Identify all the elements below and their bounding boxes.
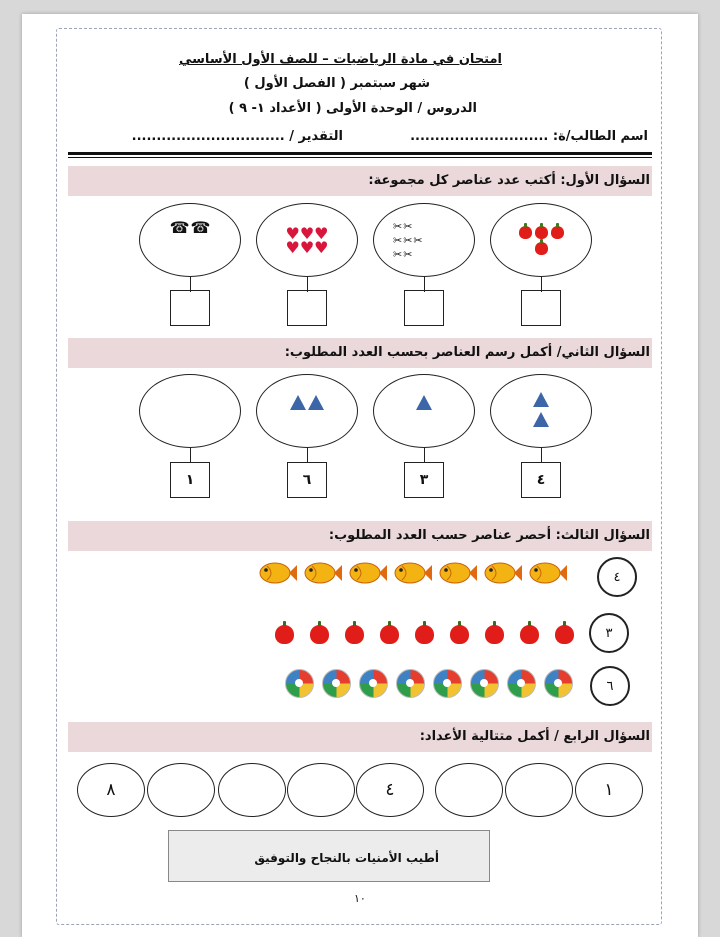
scissors-icon: ✂✂✂ bbox=[393, 233, 424, 247]
q2-number-box bbox=[404, 462, 444, 498]
fish-icon bbox=[484, 560, 522, 586]
exam-month: شهر سبتمبر ( الفصل الأول ) bbox=[243, 76, 430, 91]
scissors-icon: ✂✂ bbox=[393, 247, 414, 261]
sequence-cell[interactable] bbox=[218, 763, 286, 817]
q1-answer-box[interactable] bbox=[170, 290, 210, 326]
scissors-icon-group bbox=[393, 213, 455, 267]
fish-icon bbox=[394, 560, 432, 586]
sequence-value: ٤ bbox=[385, 780, 395, 800]
sequence-cell[interactable] bbox=[575, 763, 643, 817]
apple-icon bbox=[450, 625, 469, 644]
beach-ball-icon bbox=[359, 669, 388, 698]
apple-icon bbox=[519, 226, 532, 239]
triangle-icon bbox=[290, 395, 306, 410]
triangle-icon bbox=[533, 392, 549, 407]
beach-ball-icon bbox=[507, 669, 536, 698]
apple-icon bbox=[555, 625, 574, 644]
apple-icon bbox=[380, 625, 399, 644]
q3-number: ٤ bbox=[613, 569, 621, 585]
beach-ball-icon bbox=[285, 669, 314, 698]
q3-title: السؤال الثالث: أحصر عناصر حسب العدد المطلوب: bbox=[328, 528, 650, 543]
apple-icon bbox=[535, 242, 548, 255]
beach-ball-icon bbox=[433, 669, 462, 698]
triangle-group bbox=[520, 380, 562, 438]
exam-unit: الدروس / الوحدة الأولى ( الأعداد ١- ٩ ) bbox=[228, 101, 477, 116]
fish-icon bbox=[259, 560, 297, 586]
triangle-icon bbox=[416, 395, 432, 410]
ball-row[interactable] bbox=[281, 669, 577, 698]
apple-icon bbox=[520, 625, 539, 644]
apple-icon bbox=[345, 625, 364, 644]
triangle-icon bbox=[533, 412, 549, 427]
q2-stem bbox=[307, 447, 308, 463]
sequence-cell[interactable] bbox=[435, 763, 503, 817]
heart-icon: ♥♥♥ bbox=[285, 237, 329, 257]
q2-number: ٣ bbox=[419, 472, 429, 488]
fish-icon bbox=[439, 560, 477, 586]
q1-answer-box[interactable] bbox=[521, 290, 561, 326]
beach-ball-icon bbox=[544, 669, 573, 698]
q3-number: ٣ bbox=[605, 625, 613, 641]
triangle-group bbox=[283, 382, 331, 422]
q2-number-box bbox=[521, 462, 561, 498]
apple-icon bbox=[535, 226, 548, 239]
sequence-value: ٨ bbox=[106, 780, 116, 800]
q1-title: السؤال الأول: أكتب عدد عناصر كل مجموعة: bbox=[368, 173, 650, 188]
header-divider-thin bbox=[68, 157, 652, 158]
q2-oval[interactable] bbox=[139, 374, 241, 448]
footer-wish: أطيب الأمنيات بالنجاح والتوفيق bbox=[254, 851, 439, 865]
apple-icon bbox=[415, 625, 434, 644]
scissors-icon: ✂✂ bbox=[393, 219, 414, 233]
q4-title: السؤال الرابع / أكمل متتالية الأعداد: bbox=[419, 729, 650, 744]
triangle-icon bbox=[308, 395, 324, 410]
page-number: ١٠ bbox=[354, 892, 366, 905]
apple-icon bbox=[485, 625, 504, 644]
sequence-cell[interactable] bbox=[77, 763, 145, 817]
q2-number-box bbox=[287, 462, 327, 498]
q2-number: ١ bbox=[185, 472, 195, 488]
q1-answer-box[interactable] bbox=[404, 290, 444, 326]
apple-row[interactable] bbox=[267, 625, 582, 644]
heart-icon: ♥♥♥ bbox=[285, 223, 329, 243]
sequence-cell[interactable] bbox=[147, 763, 215, 817]
q3-target-number bbox=[590, 666, 630, 706]
q2-stem bbox=[541, 447, 542, 463]
footer-banner bbox=[168, 830, 490, 882]
apple-icon bbox=[310, 625, 329, 644]
triangle-group bbox=[403, 382, 445, 422]
apple-icon-group bbox=[510, 213, 572, 267]
fish-icon bbox=[529, 560, 567, 586]
fish-icon bbox=[304, 560, 342, 586]
q3-target-number bbox=[589, 613, 629, 653]
fish-icon bbox=[349, 560, 387, 586]
telephone-icon-group bbox=[159, 213, 221, 243]
telephone-icon: ☎ bbox=[190, 218, 211, 237]
exam-title: امتحان في مادة الرياضيات – للصف الأول الأساسي bbox=[179, 52, 502, 67]
q3-target-number bbox=[597, 557, 637, 597]
q3-number: ٦ bbox=[606, 678, 614, 694]
q2-number: ٦ bbox=[302, 472, 312, 488]
q2-stem bbox=[190, 447, 191, 463]
sequence-cell[interactable] bbox=[505, 763, 573, 817]
sequence-value: ١ bbox=[604, 780, 614, 800]
sequence-cell[interactable] bbox=[287, 763, 355, 817]
q1-answer-box[interactable] bbox=[287, 290, 327, 326]
fish-row[interactable] bbox=[259, 560, 574, 586]
beach-ball-icon bbox=[396, 669, 425, 698]
sequence-cell[interactable] bbox=[356, 763, 424, 817]
telephone-icon: ☎ bbox=[169, 218, 190, 237]
q2-stem bbox=[424, 447, 425, 463]
header-divider bbox=[68, 152, 652, 155]
q2-number: ٤ bbox=[536, 472, 546, 488]
apple-icon bbox=[275, 625, 294, 644]
q2-number-box bbox=[170, 462, 210, 498]
apple-icon bbox=[551, 226, 564, 239]
beach-ball-icon bbox=[322, 669, 351, 698]
beach-ball-icon bbox=[470, 669, 499, 698]
grade-field[interactable]: التقدير / ............................... bbox=[131, 129, 343, 144]
q2-title: السؤال الثاني/ أكمل رسم العناصر بحسب العدد المطلوب: bbox=[284, 345, 650, 360]
heart-icon-group bbox=[276, 213, 338, 267]
student-name-field[interactable]: اسم الطالب/ة: ............................ bbox=[410, 129, 648, 144]
